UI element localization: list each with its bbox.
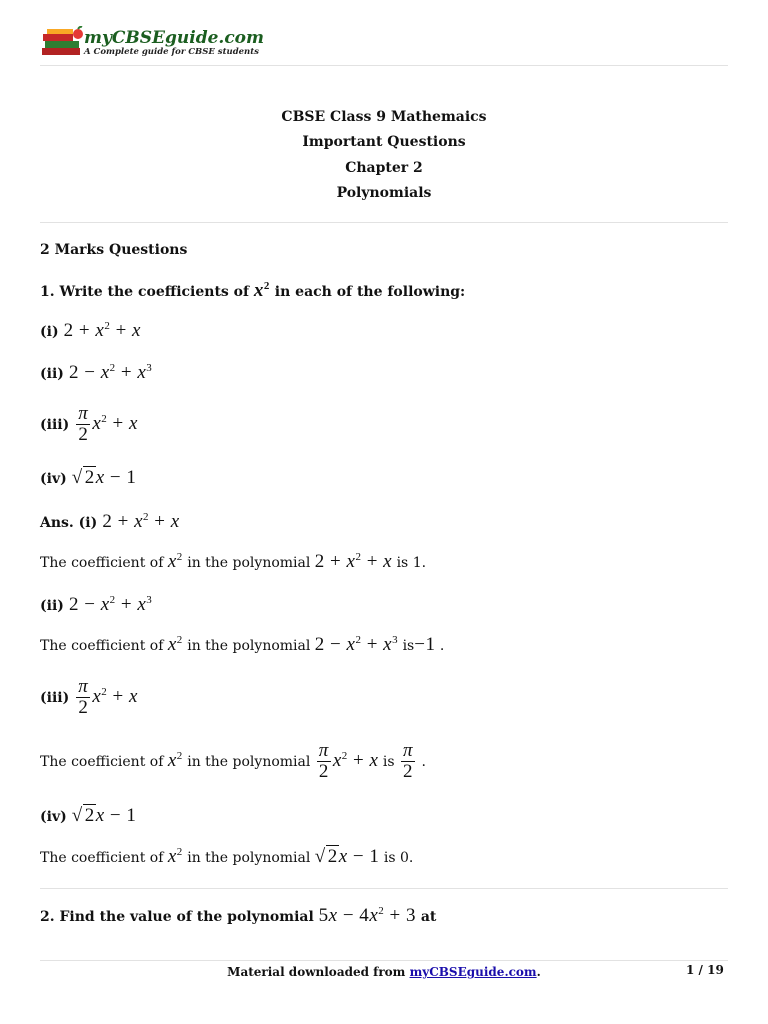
question-1-prefix: 1. Write the coefficients of — [40, 284, 250, 300]
answer-text: in the polynomial — [187, 638, 311, 654]
answer-ii-heading — [40, 594, 152, 616]
answer-text: The coefficient of — [40, 850, 164, 866]
answer-value: −1 — [414, 634, 436, 655]
answer-iv-text — [40, 848, 413, 867]
doc-topic: Polynomials — [336, 185, 432, 201]
math-expression: $\frac{\pi}{2}$ $x^2 + x$ — [78, 403, 138, 445]
site-name: myCBSEguide.com — [84, 28, 265, 48]
answer-i-heading — [40, 511, 180, 533]
answer-i-text — [40, 553, 426, 572]
question-2-suffix: at — [420, 909, 437, 925]
math-expression: $2 + x^2 + x$ — [102, 511, 180, 532]
math-expression: $2 - x^2 + x^3$ — [68, 362, 153, 383]
title-divider — [40, 222, 728, 223]
answer-ii-text: The coefficient of $x^2$ in the polynomial $2 - x^2 + x^3$ is−1 . — [40, 634, 445, 655]
math-expression: $\frac{\pi}{2}$ — [403, 740, 414, 782]
part-label: (iii) — [40, 416, 70, 433]
answer-text: The coefficient of — [40, 753, 164, 770]
footer-site-link[interactable]: myCBSEguide.com — [409, 965, 537, 979]
answer-text: in the polynomial — [187, 850, 311, 866]
answer-value: 1. — [412, 555, 427, 571]
question-2-prefix: 2. Find the value of the polynomial — [40, 909, 314, 925]
math-expression: √ 2x − 1 — [71, 805, 137, 826]
answer-text: The coefficient of — [40, 638, 164, 654]
part-label: (ii) — [40, 366, 64, 382]
footer-note — [0, 965, 768, 979]
answer-text: in the polynomial — [187, 753, 311, 770]
question-1-suffix: in each of the following: — [274, 284, 466, 300]
answer-iii-heading — [40, 677, 138, 718]
math-expression: $5x - 4x^2 + 3$ — [318, 905, 416, 926]
logo-books-icon — [40, 26, 84, 56]
q1-part-ii — [40, 362, 152, 384]
site-tagline: A Complete guide for CBSE students — [84, 47, 259, 57]
math-expression: $\frac{\pi}{2}$ $x^2 + x$ — [318, 740, 379, 782]
section-heading: 2 Marks Questions — [40, 242, 188, 258]
answer-text: is — [382, 753, 395, 770]
math-expression: $2 + x^2 + x$ — [63, 320, 141, 341]
doc-subtitle: Important Questions — [302, 134, 466, 150]
question-1 — [40, 282, 465, 301]
answer-label: Ans. (i) — [40, 515, 98, 531]
page-number: 1 / 19 — [686, 963, 724, 977]
doc-chapter: Chapter 2 — [345, 160, 423, 176]
q1-part-iii — [40, 404, 138, 445]
footer-text: Material downloaded from — [227, 965, 406, 979]
header-divider — [40, 65, 728, 66]
footer-divider — [40, 960, 728, 961]
doc-title: CBSE Class 9 Mathemaics — [281, 109, 487, 125]
answer-text: is — [396, 555, 409, 571]
question-2 — [40, 907, 436, 926]
math-expression: $2 - x^2 + x^3$ — [314, 634, 399, 655]
answer-text: is — [402, 638, 415, 654]
answer-text: The coefficient of — [40, 555, 164, 571]
part-label: (i) — [40, 324, 59, 340]
part-label: (iii) — [40, 689, 70, 706]
math-x2: $x^2$ — [167, 749, 183, 771]
math-expression: $2 - x^2 + x^3$ — [68, 594, 153, 615]
answer-text: in the polynomial — [187, 555, 311, 571]
answer-iii-text: The coefficient of $x^2$ in the polynomial $\frac{\pi}{2}$ $x^2 + x$ is $\frac{\pi}{2}$ . — [40, 740, 426, 782]
math-x2: $x^2$ — [253, 280, 270, 301]
math-x2: $x^2$ — [167, 846, 183, 867]
q1-part-iv — [40, 467, 136, 489]
math-expression: $2 + x^2 + x$ — [314, 551, 393, 572]
q1-part-i — [40, 320, 141, 342]
answer-iv-heading — [40, 805, 136, 827]
math-expression: $\frac{\pi}{2}$ $x^2 + x$ — [78, 676, 138, 718]
part-label: (ii) — [40, 598, 64, 614]
math-expression: √ 2x − 1 — [314, 846, 380, 867]
footer-text: . — [536, 965, 541, 979]
part-label: (iv) — [40, 471, 67, 487]
answer-value: is 0. — [383, 850, 414, 866]
part-label: (iv) — [40, 809, 67, 825]
answer-divider — [40, 888, 728, 889]
math-x2: $x^2$ — [167, 634, 183, 655]
math-expression: √ 2x − 1 — [71, 467, 137, 488]
math-x2: $x^2$ — [167, 551, 183, 572]
